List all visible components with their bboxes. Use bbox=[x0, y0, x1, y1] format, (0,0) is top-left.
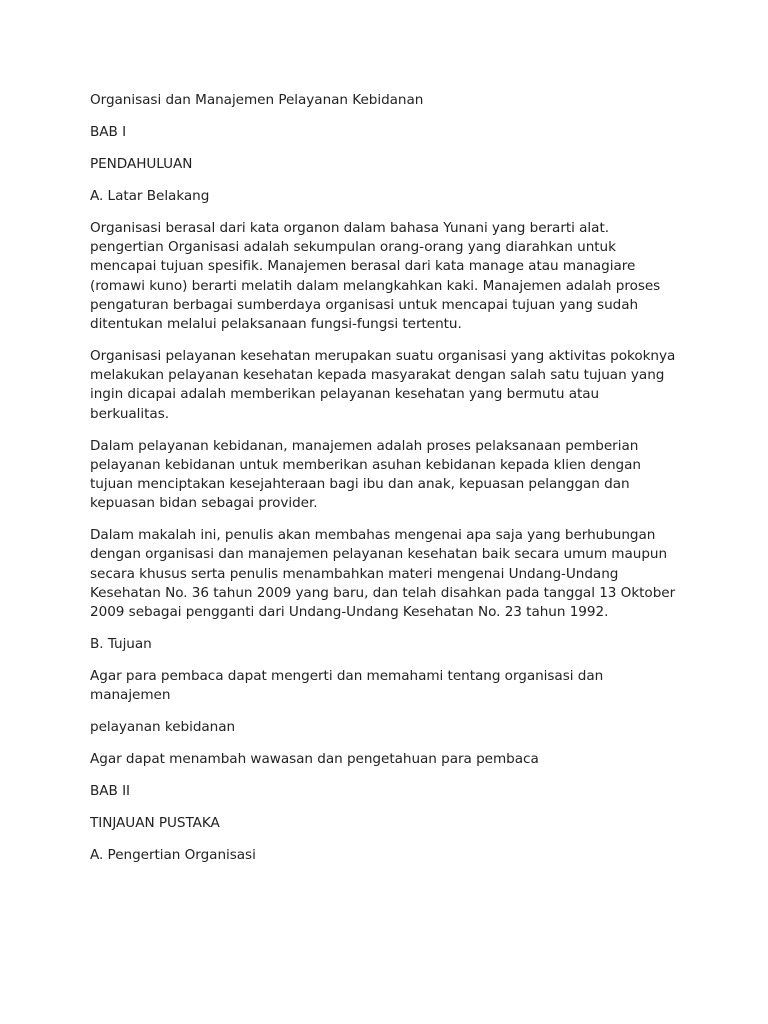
section-pengertian-organisasi-heading: A. Pengertian Organisasi bbox=[90, 847, 256, 864]
chapter-1-label: BAB I bbox=[90, 124, 127, 140]
paragraph-3: Dalam pelayanan kebidanan, manajemen adalah proses pelaksanaan pemberian pelayanan kebidanan untuk memberikan asuhan kebidanan kepada klien dengan tujuan menciptakan kesejahteraan bagi ibu dan anak, kepuasan pelanggan dan kepuasan bidan sebagai provider. bbox=[90, 437, 641, 512]
document-page bbox=[90, 91, 680, 878]
chapter-2-title: TINJAUAN PUSTAKA bbox=[90, 815, 220, 832]
paragraph-4: Dalam makalah ini, penulis akan membahas mengenai apa saja yang berhubungan dengan organisasi dan manajemen pelayanan kesehatan baik secara umum maupun secara khusus serta penulis menambahkan materi mengenai Undang-Undang Kesehatan No. 36 tahun 2009 yang baru, dan telah disahkan pada tanggal 13 Oktober 2009 sebagai pengganti dari Undang-Undang Kesehatan No. 23 tahun 1992. bbox=[90, 527, 676, 621]
section-latar-belakang-heading: A. Latar Belakang bbox=[90, 188, 210, 204]
chapter-1-title: PENDAHULUAN bbox=[90, 156, 193, 172]
document-title: Organisasi dan Manajemen Pelayanan Kebidanan bbox=[90, 92, 424, 108]
paragraph-2: Organisasi pelayanan kesehatan merupakan suatu organisasi yang aktivitas pokoknya melakukan pelayanan kesehatan kepada masyarakat dengan salah satu tujuan yang ingin dicapai adalah memberikan pelayanan kesehatan yang bermutu atau berkualitas. bbox=[90, 348, 676, 422]
goal-2: Agar dapat menambah wawasan dan pengetahuan para pembaca bbox=[90, 751, 539, 768]
goal-1: Agar para pembaca dapat mengerti dan memahami tentang organisasi dan manajemen bbox=[90, 668, 604, 704]
paragraph-1: Organisasi berasal dari kata organon dalam bahasa Yunani yang berarti alat. pengertian Organisasi adalah sekumpulan orang-orang yang diarahkan untuk mencapai tujuan spesifik. Manajemen berasal dari kata manage atau managiare (romawi kuno) berarti melatih dalam melangkahkan kaki. Manajemen adalah proses pengaturan berbagai sumberdaya organisasi untuk mencapai tujuan yang sudah ditentukan melalui pelaksanaan fungsi-fungsi tertentu. bbox=[90, 220, 661, 333]
chapter-2-label: BAB II bbox=[90, 783, 130, 800]
section-tujuan-heading: B. Tujuan bbox=[90, 636, 152, 653]
goal-1-continued: pelayanan kebidanan bbox=[90, 719, 236, 736]
